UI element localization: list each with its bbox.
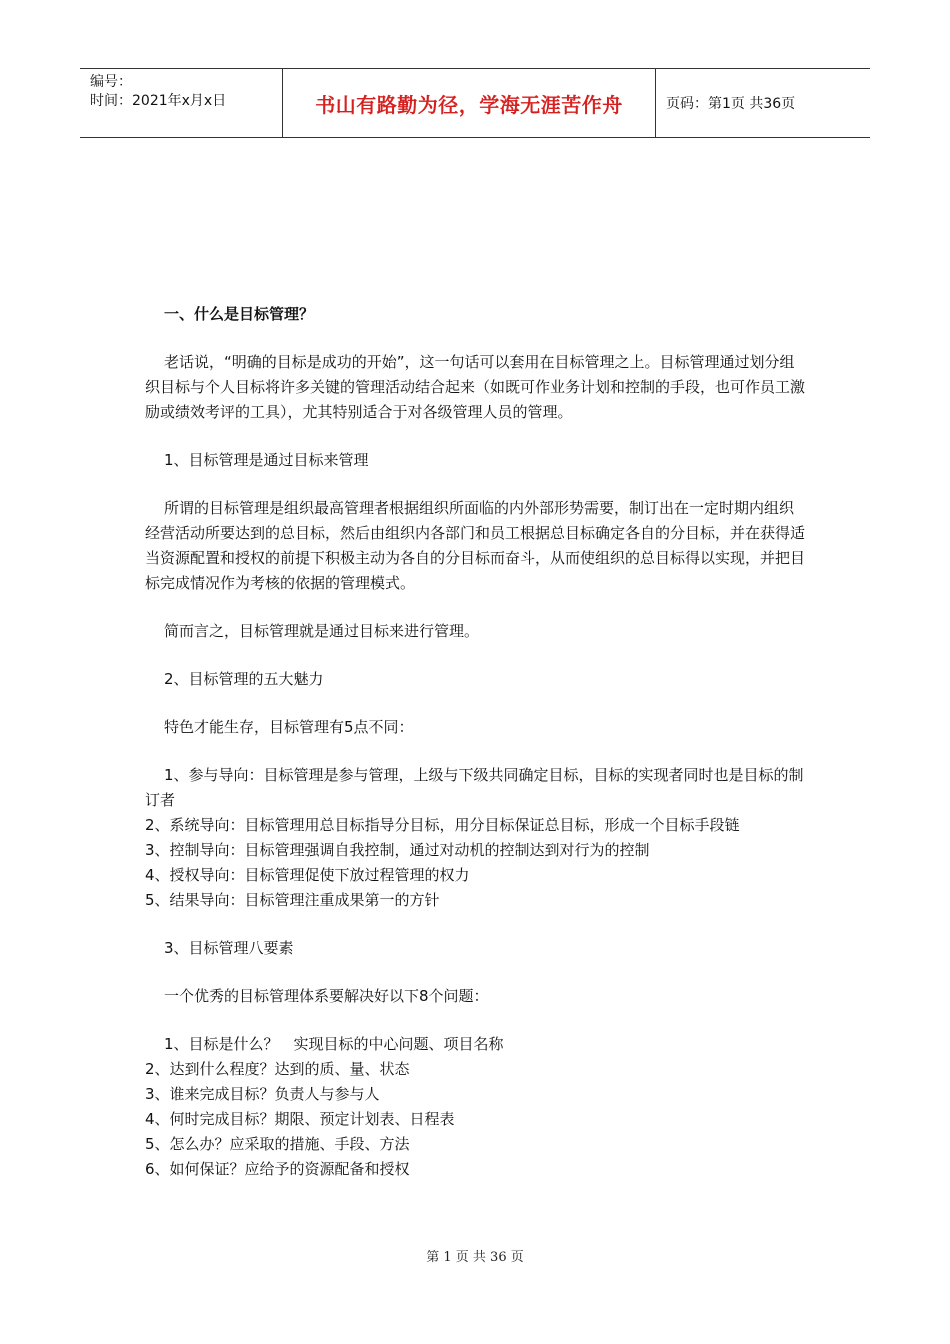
list-item: 1、参与导向：目标管理是参与管理，上级与下级共同确定目标，目标的实现者同时也是目标的制订者 <box>145 766 804 809</box>
header-page-info: 页码：第1页 共36页 <box>666 96 796 112</box>
document-number-label: 编号： <box>90 74 132 90</box>
section-1-summary: 简而言之，目标管理就是通过目标来进行管理。 <box>164 622 480 640</box>
page-footer: 第 1 页 共 36 页 <box>426 1250 524 1265</box>
list-item: 5、怎么办？应采取的措施、手段、方法 <box>145 1135 410 1153</box>
list-item: 5、结果导向：目标管理注重成果第一的方针 <box>145 891 440 909</box>
list-item: 3、谁来完成目标？负责人与参与人 <box>145 1085 380 1103</box>
list-item: 2、系统导向：目标管理用总目标指导分目标，用分目标保证总目标，形成一个目标手段链 <box>145 816 740 834</box>
section-3-heading: 3、目标管理八要素 <box>164 939 294 957</box>
document-header <box>80 68 870 138</box>
list-item: 4、何时完成目标？期限、预定计划表、日程表 <box>145 1110 455 1128</box>
section-3-list <box>145 1032 805 1182</box>
section-1-heading: 1、目标管理是通过目标来管理 <box>164 451 369 469</box>
list-item: 2、达到什么程度？达到的质、量、状态 <box>145 1060 410 1078</box>
header-meta <box>80 69 283 137</box>
list-item: 4、授权导向：目标管理促使下放过程管理的权力 <box>145 866 470 884</box>
document-date-label: 时间：2021年x月x日 <box>90 93 227 109</box>
section-2-intro: 特色才能生存，目标管理有5点不同： <box>164 718 414 736</box>
section-2-list <box>145 763 805 913</box>
intro-paragraph: 老话说，“明确的目标是成功的开始”，这一句话可以套用在目标管理之上。目标管理通过划分组织目标与个人目标将许多关键的管理活动结合起来（如既可作业务计划和控制的手段，也可作员工激励或绩效考评的工具），尤其特别适合于对各级管理人员的管理。 <box>145 353 806 421</box>
section-3-intro: 一个优秀的目标管理体系要解决好以下8个问题： <box>164 987 489 1005</box>
list-item: 1、目标是什么？ 实现目标的中心问题、项目名称 <box>164 1035 504 1053</box>
document-body <box>145 302 805 1205</box>
section-1-paragraph: 所谓的目标管理是组织最高管理者根据组织所面临的内外部形势需要，制订出在一定时期内组织经营活动所要达到的总目标，然后由组织内各部门和员工根据总目标确定各自的分目标，并在获得适当资源配置和授权的前提下积极主动为各自的分目标而奋斗，从而使组织的总目标得以实现，并把目标完成情况作为考核的依据的管理模式。 <box>145 499 806 592</box>
list-item: 3、控制导向：目标管理强调自我控制，通过对动机的控制达到对行为的控制 <box>145 841 650 859</box>
list-item: 6、如何保证？应给予的资源配备和授权 <box>145 1160 410 1178</box>
section-title: 一、什么是目标管理？ <box>164 305 315 323</box>
section-2-heading: 2、目标管理的五大魅力 <box>164 670 324 688</box>
header-motto: 书山有路勤为径，学海无涯苦作舟 <box>283 69 656 137</box>
